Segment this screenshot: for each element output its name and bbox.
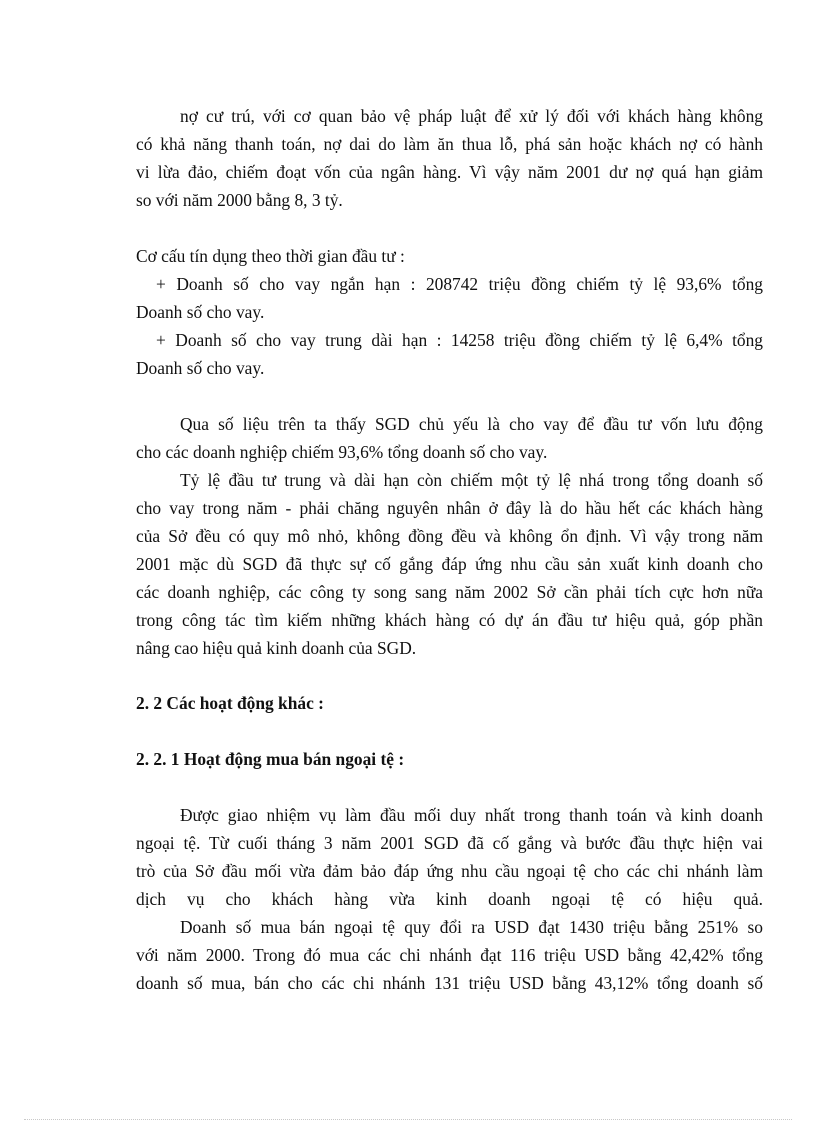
text-line: cho vay trong năm - phải chăng nguyên nhân ở đây là do hầu hết các khách hàng	[136, 498, 763, 518]
page-bottom-divider	[24, 1119, 792, 1120]
text-line: doanh số mua, bán cho các chi nhánh 131 triệu USD bằng 43,12% tổng doanh số	[136, 973, 763, 993]
text-line: trò của Sở đầu mối vừa đảm bảo đáp ứng nhu cầu ngoại tệ cho các chi nhánh làm	[136, 861, 763, 881]
text-line: + Doanh số cho vay trung dài hạn : 14258 triệu đồng chiếm tỷ lệ 6,4% tổng	[156, 330, 763, 350]
text-line: Được giao nhiệm vụ làm đầu mối duy nhất trong thanh toán và kinh doanh	[180, 805, 763, 825]
text-line: với năm 2000. Trong đó mua các chi nhánh đạt 116 triệu USD bằng 42,42% tổng	[136, 945, 763, 965]
text-line: nợ cư trú, với cơ quan bảo vệ pháp luật để xử lý đối với khách hàng không	[180, 106, 763, 126]
text-line: Cơ cấu tín dụng theo thời gian đầu tư :	[136, 246, 405, 266]
paragraph-debt-recovery	[136, 102, 763, 214]
text-line: Doanh số cho vay.	[136, 358, 265, 378]
section-heading-forex: 2. 2. 1 Hoạt động mua bán ngoại tệ :	[136, 749, 405, 769]
text-line: nâng cao hiệu quả kinh doanh của SGD.	[136, 638, 417, 658]
paragraph-forex	[136, 801, 763, 997]
text-line: trong công tác tìm kiếm những khách hàng có dự án đầu tư hiệu quả, góp phần	[136, 610, 763, 630]
text-line: Tỷ lệ đầu tư trung và dài hạn còn chiếm một tỷ lệ nhá trong tổng doanh số	[180, 470, 763, 490]
text-line: dịch vụ cho khách hàng vừa kinh doanh ngoại tệ có hiệu quả.	[136, 889, 763, 909]
text-line: có khả năng thanh toán, nợ dai do làm ăn thua lỗ, phá sản hoặc khách nợ có hành	[136, 134, 763, 154]
text-line: 2001 mặc dù SGD đã thực sự cố gắng đáp ứng nhu cầu sản xuất kinh doanh cho	[136, 554, 763, 574]
text-line: cho các doanh nghiệp chiếm 93,6% tổng doanh số cho vay.	[136, 442, 548, 462]
text-line: Doanh số mua bán ngoại tệ quy đổi ra USD đạt 1430 triệu bằng 251% so	[180, 917, 763, 937]
paragraph-analysis	[136, 410, 763, 662]
text-line: ngoại tệ. Từ cuối tháng 3 năm 2001 SGD đã cố gắng và bước đầu thực hiện vai	[136, 833, 763, 853]
text-line: vi lừa đảo, chiếm đoạt vốn của ngân hàng. Vì vậy năm 2001 dư nợ quá hạn giảm	[136, 162, 763, 182]
text-line: các doanh nghiệp, các công ty song sang năm 2002 Sở cần phải tích cực hơn nữa	[136, 582, 763, 602]
text-line: của Sở đều có quy mô nhỏ, không đồng đều và không ổn định. Vì vậy trong năm	[136, 526, 763, 546]
paragraph-credit-structure	[136, 242, 763, 382]
text-line: + Doanh số cho vay ngắn hạn : 208742 triệu đồng chiếm tỷ lệ 93,6% tổng	[156, 274, 763, 294]
text-line: Doanh số cho vay.	[136, 302, 265, 322]
text-line: Qua số liệu trên ta thấy SGD chủ yếu là cho vay để đầu tư vốn lưu động	[180, 414, 763, 434]
text-line: so với năm 2000 bằng 8, 3 tỷ.	[136, 190, 343, 210]
section-heading-other-activities: 2. 2 Các hoạt động khác :	[136, 693, 324, 713]
